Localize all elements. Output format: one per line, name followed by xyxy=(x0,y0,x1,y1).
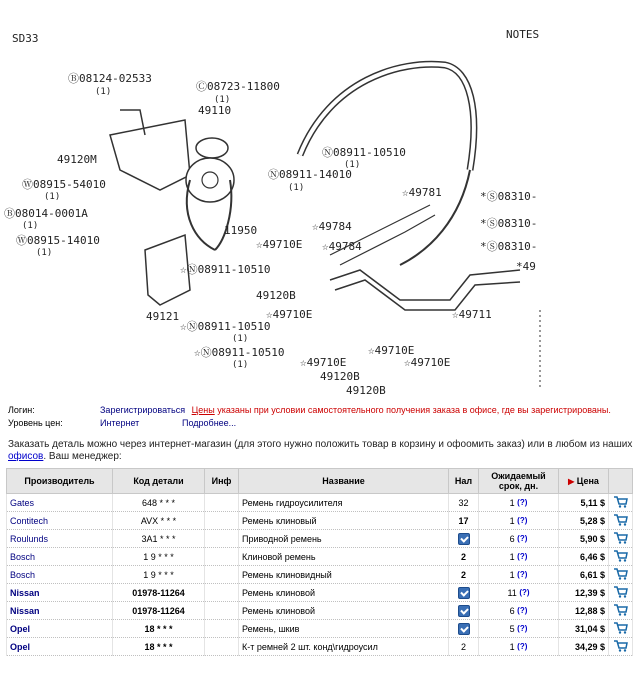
row-cart[interactable] xyxy=(609,566,633,584)
row-code: 01978-11264 xyxy=(113,584,205,602)
svg-text:(1): (1) xyxy=(232,360,249,370)
help-icon[interactable]: (?) xyxy=(517,641,528,651)
offices-link[interactable]: офисов xyxy=(8,451,44,462)
row-days: 1 (?) xyxy=(479,494,559,512)
help-icon[interactable]: (?) xyxy=(517,533,528,543)
row-days: 1 (?) xyxy=(479,512,559,530)
col-manufacturer[interactable]: Производитель xyxy=(7,469,113,494)
row-info xyxy=(205,620,239,638)
row-name: Ремень, шкив xyxy=(239,620,449,638)
row-code: 18 * * * xyxy=(113,620,205,638)
row-availability: 2 xyxy=(449,548,479,566)
row-cart[interactable] xyxy=(609,512,633,530)
svg-text:(1): (1) xyxy=(344,160,361,170)
label-08915-54010: Ⓦ08915-54010 xyxy=(22,178,106,191)
row-manufacturer[interactable]: Bosch xyxy=(7,566,113,584)
label-08310-c: *Ⓢ08310- xyxy=(480,240,538,253)
row-code: AVX * * * xyxy=(113,512,205,530)
row-cart[interactable] xyxy=(609,530,633,548)
cart-icon[interactable] xyxy=(614,514,628,526)
row-price: 34,29 $ xyxy=(559,638,609,656)
row-name: Ремень клиновидный xyxy=(239,566,449,584)
label-49-partial: *49 xyxy=(516,260,536,273)
label-08911-14010: Ⓝ08911-14010 xyxy=(268,168,352,181)
row-manufacturer[interactable]: Roulunds xyxy=(7,530,113,548)
help-icon[interactable]: (?) xyxy=(519,587,530,597)
row-info xyxy=(205,494,239,512)
label-08014-0001a: Ⓑ08014-0001A xyxy=(4,207,88,220)
help-icon[interactable]: (?) xyxy=(517,551,528,561)
table-row xyxy=(7,620,633,638)
label-49110: 49110 xyxy=(198,104,232,117)
register-link[interactable]: Зарегистрироваться xyxy=(100,405,186,415)
prices-note: указаны при условии самостоятельного получения заказа в офисе, где вы зарегистрированы. xyxy=(214,405,611,415)
row-availability xyxy=(449,620,479,638)
table-row xyxy=(7,638,633,656)
cart-icon[interactable] xyxy=(614,550,628,562)
row-availability xyxy=(449,584,479,602)
row-price: 12,39 $ xyxy=(559,584,609,602)
col-code[interactable]: Код детали xyxy=(113,469,205,494)
label-49710e-b: ☆49710E xyxy=(266,308,313,321)
row-manufacturer[interactable]: Opel xyxy=(7,638,113,656)
table-row xyxy=(7,602,633,620)
row-cart[interactable] xyxy=(609,638,633,656)
label-49711: ☆49711 xyxy=(452,308,492,321)
label-49710e-c: ☆49710E xyxy=(368,344,415,357)
row-code: 648 * * * xyxy=(113,494,205,512)
svg-text:(1): (1) xyxy=(214,95,231,105)
row-code: 1 9 * * * xyxy=(113,566,205,584)
col-cart xyxy=(609,469,633,494)
svg-text:(1): (1) xyxy=(36,248,53,258)
help-icon[interactable]: (?) xyxy=(517,623,528,633)
table-row xyxy=(7,548,633,566)
row-availability: 32 xyxy=(449,494,479,512)
row-manufacturer[interactable]: Contitech xyxy=(7,512,113,530)
row-name: Приводной ремень xyxy=(239,530,449,548)
col-days[interactable]: Ожидаемый срок, дн. xyxy=(479,469,559,494)
row-info xyxy=(205,530,239,548)
label-11950: 11950 xyxy=(224,224,258,237)
svg-text:(1): (1) xyxy=(22,221,39,231)
label-49120b-b: 49120B xyxy=(320,370,360,383)
help-icon[interactable]: (?) xyxy=(517,605,528,615)
table-row xyxy=(7,494,633,512)
label-08911-10510-d: ☆Ⓝ08911-10510 xyxy=(194,346,285,359)
row-days: 1 (?) xyxy=(479,566,559,584)
row-days: 1 (?) xyxy=(479,548,559,566)
row-manufacturer[interactable]: Gates xyxy=(7,494,113,512)
label-49710e-a: ☆49710E xyxy=(256,238,303,251)
row-days: 5 (?) xyxy=(479,620,559,638)
label-49784-a: ☆49784 xyxy=(312,220,352,233)
label-49781: ☆49781 xyxy=(402,186,442,199)
price-level-value: Интернет xyxy=(100,418,140,428)
table-row xyxy=(7,584,633,602)
parts-table-wrap xyxy=(6,468,632,656)
row-info xyxy=(205,602,239,620)
row-info xyxy=(205,566,239,584)
bracket-49120m xyxy=(110,120,190,190)
row-price: 5,28 $ xyxy=(559,512,609,530)
pump-body xyxy=(186,158,234,202)
col-name[interactable]: Название xyxy=(239,469,449,494)
diagram-code: SD33 xyxy=(12,32,39,45)
pipe-lines xyxy=(330,270,520,310)
row-availability xyxy=(449,530,479,548)
row-days: 6 (?) xyxy=(479,530,559,548)
help-icon[interactable]: (?) xyxy=(517,497,528,507)
row-availability: 17 xyxy=(449,512,479,530)
cart-icon[interactable] xyxy=(614,532,628,544)
sort-arrow-icon: ▶ xyxy=(568,476,575,486)
row-cart[interactable] xyxy=(609,494,633,512)
row-info xyxy=(205,584,239,602)
label-49710e-d: ☆49710E xyxy=(300,356,347,369)
svg-text:(1): (1) xyxy=(95,87,112,97)
row-name: Ремень клиновый xyxy=(239,512,449,530)
row-manufacturer[interactable]: Bosch xyxy=(7,548,113,566)
check-icon xyxy=(458,623,470,635)
cart-icon[interactable] xyxy=(614,586,628,598)
row-price: 31,04 $ xyxy=(559,620,609,638)
prices-link[interactable]: Цены xyxy=(191,405,215,415)
cart-icon[interactable] xyxy=(614,568,628,580)
label-08310-a: *Ⓢ08310- xyxy=(480,190,538,203)
row-manufacturer[interactable]: Nissan xyxy=(7,602,113,620)
row-name: Ремень гидроусилителя xyxy=(239,494,449,512)
label-08911-10510-a: Ⓝ08911-10510 xyxy=(322,146,406,159)
row-name: Ремень клиновой xyxy=(239,602,449,620)
row-days: 1 (?) xyxy=(479,638,559,656)
row-code: 3A1 * * * xyxy=(113,530,205,548)
help-icon[interactable]: (?) xyxy=(517,569,528,579)
more-link[interactable]: Подробнее... xyxy=(182,418,237,428)
svg-text:(1): (1) xyxy=(232,334,249,344)
label-08124-02533: Ⓑ08124-02533 xyxy=(68,72,152,85)
help-icon[interactable]: (?) xyxy=(517,515,528,525)
label-08911-10510-b: ☆Ⓝ08911-10510 xyxy=(180,263,271,276)
label-49784-b: ☆49784 xyxy=(322,240,362,253)
row-name: Клиновой ремень xyxy=(239,548,449,566)
check-icon xyxy=(458,605,470,617)
login-label: Логин: xyxy=(8,405,35,415)
row-info xyxy=(205,548,239,566)
row-code: 18 * * * xyxy=(113,638,205,656)
row-days: 11 (?) xyxy=(479,584,559,602)
table-row xyxy=(7,566,633,584)
table-header xyxy=(7,469,633,494)
svg-text:(1): (1) xyxy=(288,183,305,193)
row-code: 1 9 * * * xyxy=(113,548,205,566)
row-code: 01978-11264 xyxy=(113,602,205,620)
col-info: Инф xyxy=(205,469,239,494)
row-info xyxy=(205,512,239,530)
row-price: 6,61 $ xyxy=(559,566,609,584)
row-name: Ремень клиновой xyxy=(239,584,449,602)
row-availability xyxy=(449,602,479,620)
svg-text:(1): (1) xyxy=(44,192,61,202)
parts-table xyxy=(6,468,633,656)
cart-icon[interactable] xyxy=(614,640,628,652)
price-level-label: Уровень цен: xyxy=(8,418,63,428)
table-row xyxy=(7,530,633,548)
label-49120m: 49120M xyxy=(57,153,97,166)
row-cart[interactable] xyxy=(609,602,633,620)
row-manufacturer[interactable]: Opel xyxy=(7,620,113,638)
label-49120b-a: 49120B xyxy=(256,289,296,302)
label-49121: 49121 xyxy=(146,310,180,323)
check-icon xyxy=(458,587,470,599)
order-note: Заказать деталь можно через интернет-магазин (для этого нужно положить товар в корзину и офоомить заказ) или в любом из наших офисов. Ваш менеджер: xyxy=(8,439,633,462)
label-08723-11800: Ⓒ08723-11800 xyxy=(196,80,280,93)
check-icon xyxy=(458,533,470,545)
login-row xyxy=(8,405,611,415)
row-price: 5,90 $ xyxy=(559,530,609,548)
row-availability: 2 xyxy=(449,566,479,584)
row-availability: 2 xyxy=(449,638,479,656)
label-49120b-c: 49120B xyxy=(346,384,386,397)
label-08310-b: *Ⓢ08310- xyxy=(480,217,538,230)
col-availability[interactable]: Нал xyxy=(449,469,479,494)
label-08911-10510-c: ☆Ⓝ08911-10510 xyxy=(180,320,271,333)
row-cart[interactable] xyxy=(609,548,633,566)
price-level-row xyxy=(8,418,236,428)
label-49710e-e: ☆49710E xyxy=(404,356,451,369)
row-days: 6 (?) xyxy=(479,602,559,620)
row-price: 12,88 $ xyxy=(559,602,609,620)
row-name: К-т ремней 2 шт. конд\гидроусил xyxy=(239,638,449,656)
row-cart[interactable] xyxy=(609,620,633,638)
row-cart[interactable] xyxy=(609,584,633,602)
cart-icon[interactable] xyxy=(614,604,628,616)
diagram-notes: NOTES xyxy=(506,28,540,41)
cart-icon[interactable] xyxy=(614,622,628,634)
pump-reservoir xyxy=(196,138,228,158)
table-row xyxy=(7,512,633,530)
row-manufacturer[interactable]: Nissan xyxy=(7,584,113,602)
label-08915-14010: Ⓦ08915-14010 xyxy=(16,234,100,247)
col-price[interactable]: ▶ Цена xyxy=(559,469,609,494)
row-price: 5,11 $ xyxy=(559,494,609,512)
row-info xyxy=(205,638,239,656)
cart-icon[interactable] xyxy=(614,496,628,508)
row-price: 6,46 $ xyxy=(559,548,609,566)
